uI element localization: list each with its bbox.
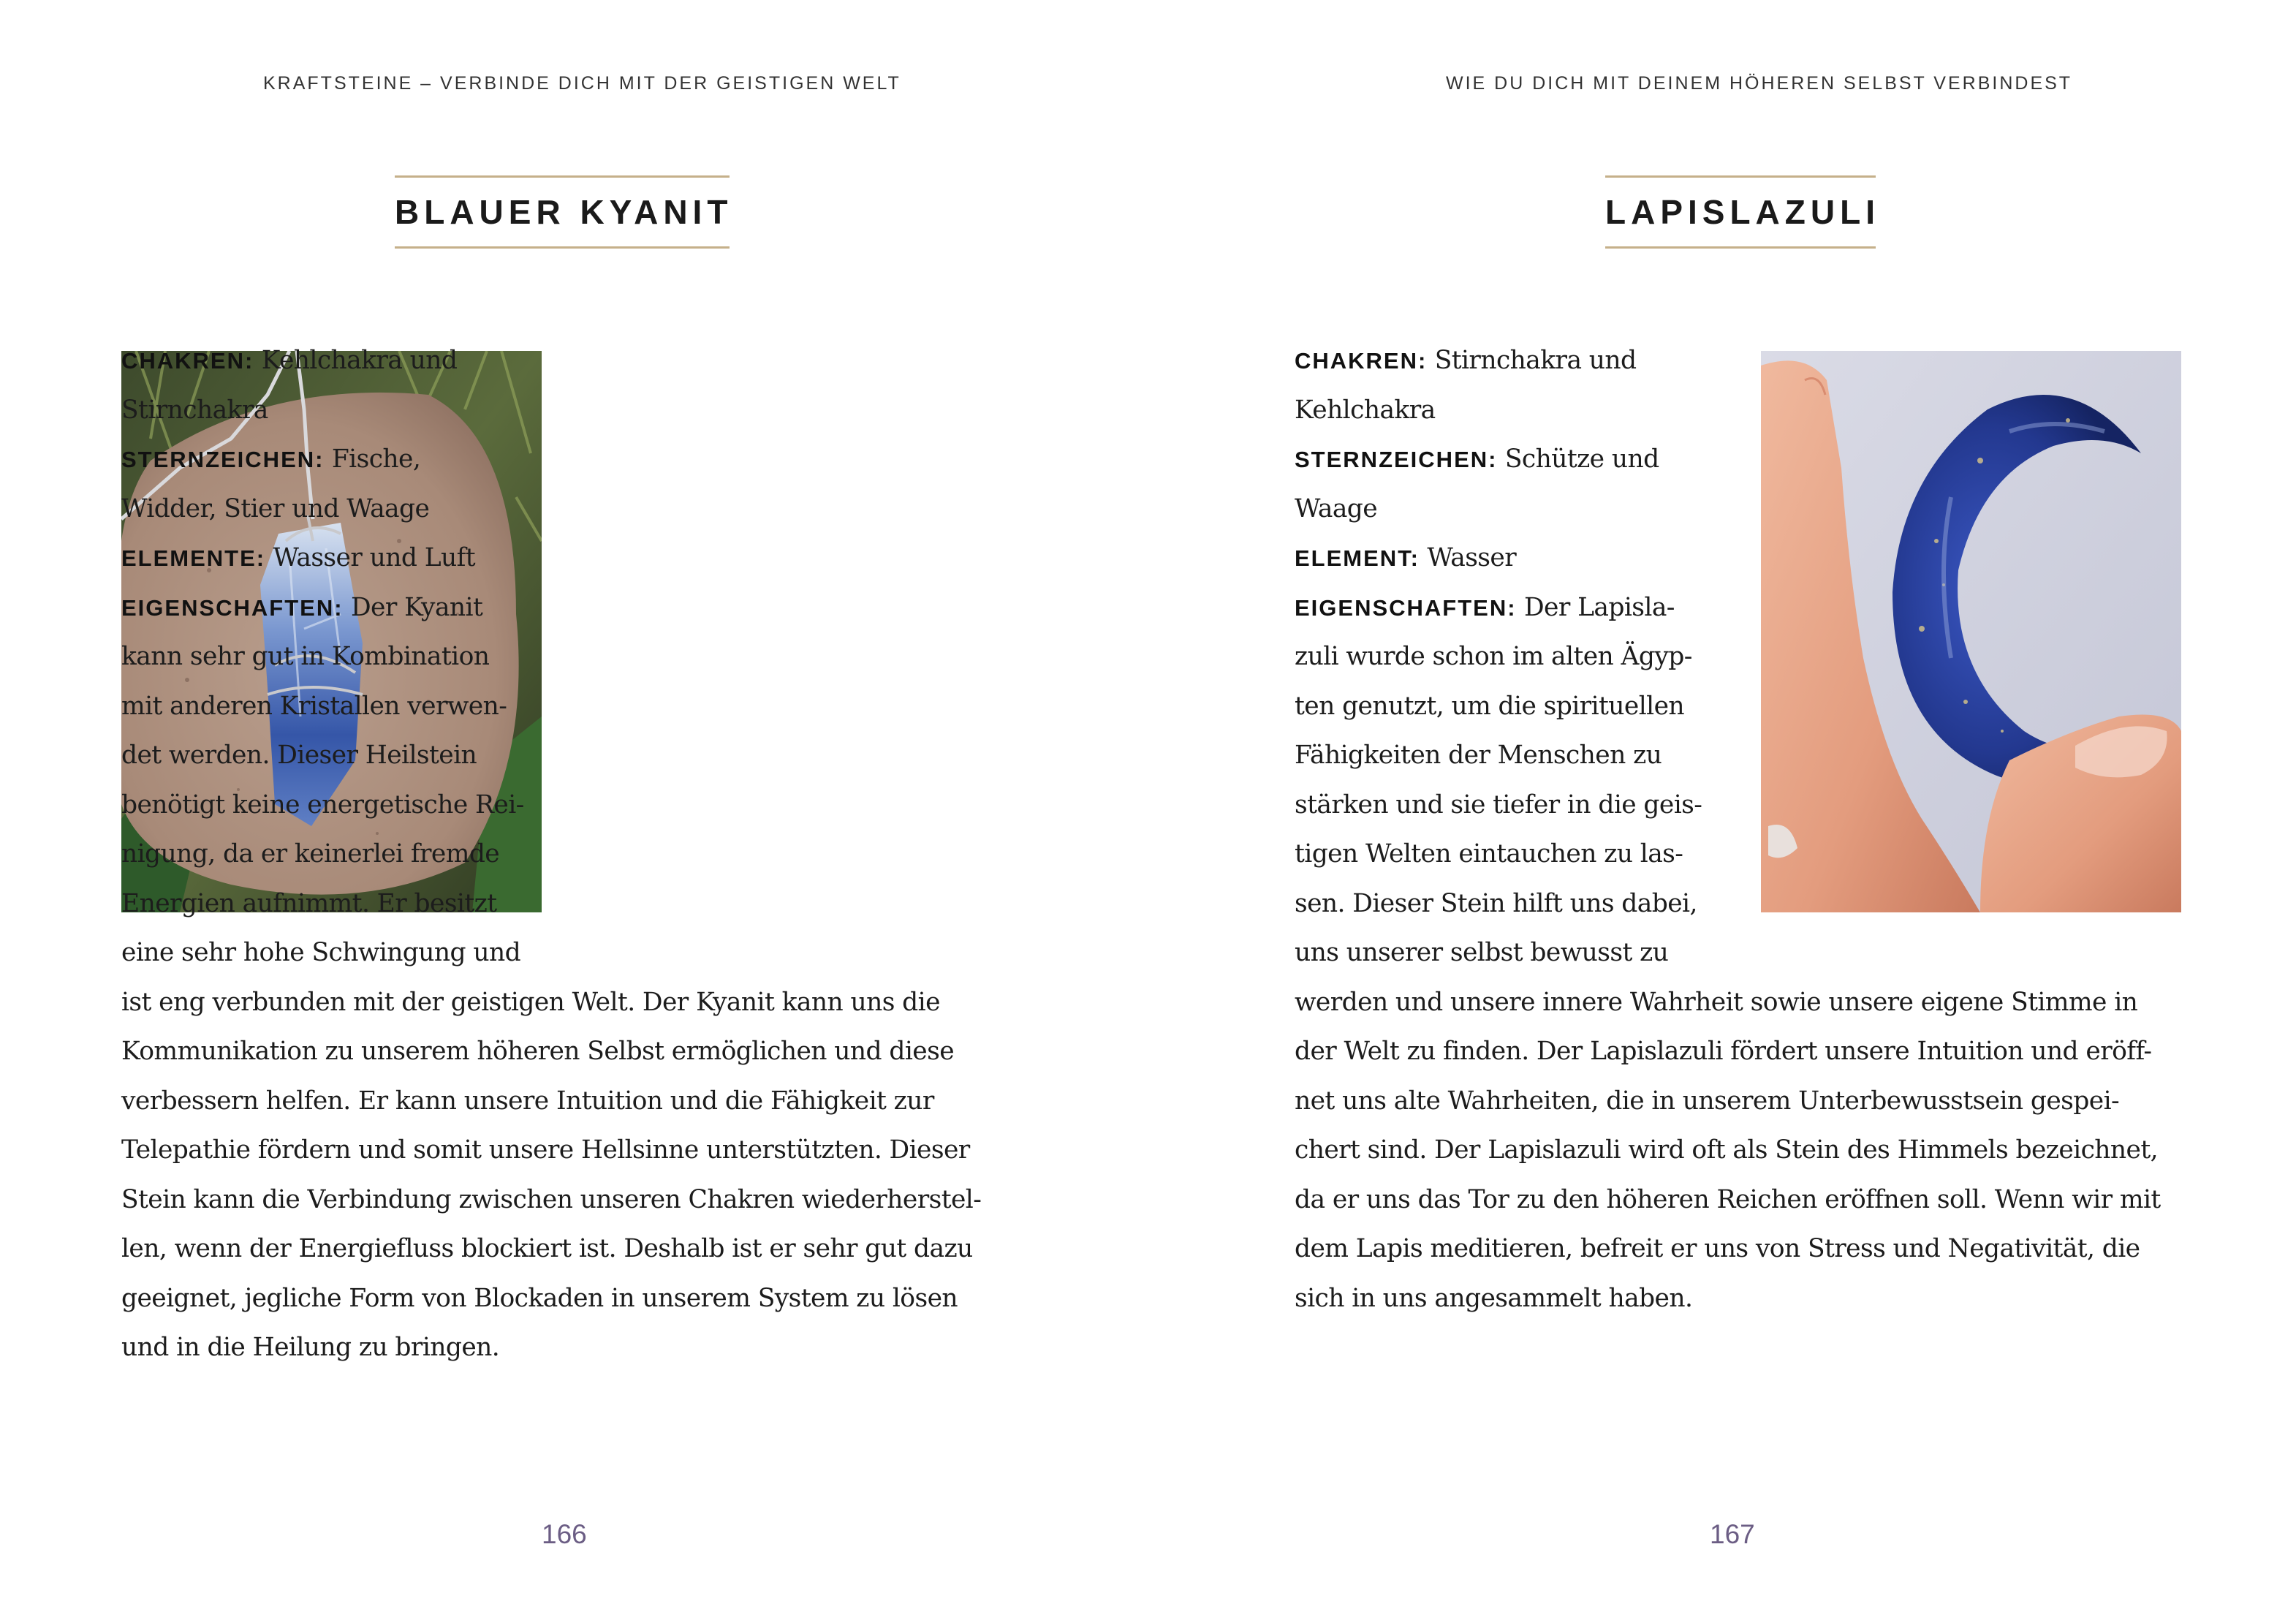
text-segment: uns unserer selbst bewusst zu	[1295, 938, 1669, 967]
running-head: KRAFTSTEINE – VERBINDE DICH MIT DER GEISTIGEN WELT	[263, 73, 901, 94]
text-line	[121, 386, 981, 436]
text-line	[121, 534, 981, 583]
text-line	[121, 435, 981, 485]
text-line	[121, 1027, 981, 1077]
text-line	[121, 682, 981, 732]
text-segment: Energien aufnimmt. Er besitzt	[121, 888, 497, 918]
text-line	[121, 336, 981, 386]
text-line	[1295, 830, 2161, 879]
text-segment: Der Lapisla-	[1516, 592, 1675, 622]
text-segment: Fähigkeiten der Menschen zu	[1295, 741, 1662, 770]
text-segment: Waage	[1295, 493, 1378, 523]
text-segment: nigung, da er keinerlei fremde	[121, 839, 500, 869]
text-line	[1295, 435, 2161, 485]
property-label: ELEMENTE:	[121, 545, 266, 571]
section-title: BLAUER KYANIT	[395, 193, 733, 231]
property-label: STERNZEICHEN:	[1295, 447, 1498, 472]
text-line	[1295, 1176, 2161, 1225]
page-number: 167	[1710, 1519, 1755, 1549]
body-text	[1295, 336, 2161, 1323]
text-line	[1295, 583, 2161, 633]
text-line	[121, 1077, 981, 1127]
text-segment: len, wenn der Energiefluss blockiert ist. Deshalb ist er sehr gut dazu	[121, 1234, 973, 1263]
text-segment: ist eng verbunden mit der geistigen Welt. Der Kyanit kann uns die	[121, 987, 940, 1017]
section-title: LAPISLAZULI	[1605, 193, 1880, 231]
text-line	[1295, 1225, 2161, 1274]
text-line	[1295, 928, 2161, 978]
text-line	[1295, 1077, 2161, 1127]
text-segment: Schütze und	[1497, 444, 1659, 474]
text-line	[121, 928, 981, 978]
text-line	[121, 1323, 981, 1373]
text-line	[121, 583, 981, 633]
text-segment: Stirnchakra	[121, 395, 268, 425]
text-line	[121, 1126, 981, 1176]
text-segment: ten genutzt, um die spirituellen	[1295, 691, 1685, 721]
text-segment: Fische,	[324, 444, 421, 474]
text-line	[1295, 682, 2161, 732]
text-segment: sich in uns angesammelt haben.	[1295, 1283, 1693, 1313]
text-line	[121, 485, 981, 534]
text-segment: Der Kyanit	[343, 592, 483, 622]
text-line	[1295, 336, 2161, 386]
text-line	[121, 731, 981, 781]
text-segment: verbessern helfen. Er kann unsere Intuition und die Fähigkeit zur	[121, 1086, 934, 1116]
text-line	[1295, 1274, 2161, 1324]
text-segment: stärken und sie tiefer in die geis-	[1295, 790, 1702, 820]
text-line	[121, 879, 981, 929]
running-head: WIE DU DICH MIT DEINEM HÖHEREN SELBST VERBINDEST	[1446, 73, 2073, 94]
text-segment: Widder, Stier und Waage	[121, 493, 430, 523]
text-segment: mit anderen Kristallen verwen-	[121, 691, 507, 721]
text-line	[1295, 1027, 2161, 1077]
text-segment: und in die Heilung zu bringen.	[121, 1333, 500, 1362]
text-segment: benötigt keine energetische Rei-	[121, 790, 524, 820]
text-segment: da er uns das Tor zu den höheren Reichen eröffnen soll. Wenn wir mit	[1295, 1184, 2161, 1214]
property-label: ELEMENT:	[1295, 545, 1420, 571]
text-segment: chert sind. Der Lapislazuli wird oft als Stein des Himmels bezeichnet,	[1295, 1135, 2158, 1165]
text-segment: det werden. Dieser Heilstein	[121, 741, 477, 770]
property-label: EIGENSCHAFTEN:	[121, 594, 344, 621]
right-page	[1148, 0, 2296, 1623]
text-line	[1295, 632, 2161, 682]
section-title-block	[395, 175, 733, 249]
text-line	[121, 1274, 981, 1324]
text-segment: werden und unsere innere Wahrheit sowie unsere eigene Stimme in	[1295, 987, 2138, 1017]
text-segment: Kommunikation zu unserem höheren Selbst ermöglichen und diese	[121, 1037, 955, 1066]
text-segment: Stirnchakra und	[1427, 346, 1637, 375]
text-line	[1295, 386, 2161, 436]
text-segment: dem Lapis meditieren, befreit er uns von Stress und Negativität, die	[1295, 1234, 2140, 1263]
body-text	[121, 336, 981, 1373]
text-segment: net uns alte Wahrheiten, die in unserem Unterbewusstsein gespei-	[1295, 1086, 2120, 1116]
text-segment: tigen Welten eintauchen zu las-	[1295, 839, 1683, 869]
text-line	[121, 830, 981, 879]
text-segment: geeignet, jegliche Form von Blockaden in unserem System zu lösen	[121, 1283, 958, 1313]
text-line	[121, 781, 981, 831]
text-line	[121, 632, 981, 682]
property-label: STERNZEICHEN:	[121, 447, 325, 472]
text-segment: Wasser	[1420, 543, 1517, 572]
property-label: EIGENSCHAFTEN:	[1295, 594, 1517, 621]
text-line	[121, 978, 981, 1028]
text-line	[1295, 534, 2161, 583]
text-segment: der Welt zu finden. Der Lapislazuli fördert unsere Intuition und eröff-	[1295, 1037, 2152, 1066]
text-segment: Stein kann die Verbindung zwischen unseren Chakren wiederherstel-	[121, 1184, 982, 1214]
page-number: 166	[542, 1519, 587, 1549]
text-line	[121, 1225, 981, 1274]
text-segment: Kehlchakra	[1295, 395, 1436, 425]
text-segment: Telepathie fördern und somit unsere Hellsinne unterstützten. Dieser	[121, 1135, 970, 1165]
text-line	[1295, 879, 2161, 929]
text-line	[1295, 1126, 2161, 1176]
text-line	[121, 1176, 981, 1225]
text-line	[1295, 731, 2161, 781]
text-segment: eine sehr hohe Schwingung und	[121, 938, 521, 967]
section-title-block	[1605, 175, 1880, 249]
text-segment: kann sehr gut in Kombination	[121, 642, 490, 671]
property-label: CHAKREN:	[121, 348, 254, 374]
text-segment: sen. Dieser Stein hilft uns dabei,	[1295, 888, 1697, 918]
text-segment: zuli wurde schon im alten Ägyp-	[1295, 642, 1692, 671]
text-line	[1295, 978, 2161, 1028]
text-line	[1295, 781, 2161, 831]
text-segment: Kehlchakra und	[254, 346, 458, 375]
property-label: CHAKREN:	[1295, 348, 1428, 374]
text-line	[1295, 485, 2161, 534]
text-segment: Wasser und Luft	[265, 543, 476, 572]
